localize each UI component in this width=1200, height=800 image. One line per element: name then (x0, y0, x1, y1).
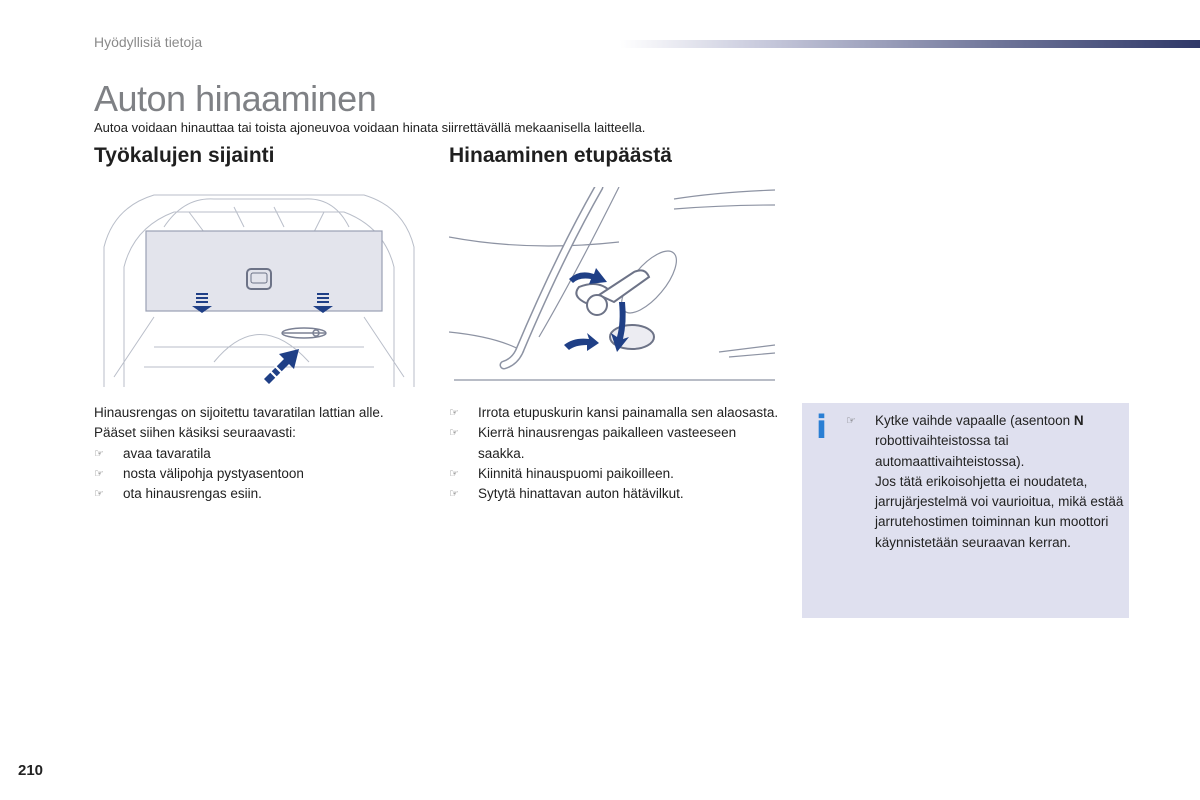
pointing-hand-icon: ☞ (449, 407, 459, 419)
intro-text: Autoa voidaan hinauttaa tai toista ajoneuvoa voidaan hinata siirrettävällä mekaanisella laitteella. (94, 120, 646, 135)
pointing-hand-icon: ☞ (846, 415, 856, 427)
tools-paragraph-1: Hinausrengas on sijoitettu tavaratilan lattian alle. (94, 405, 384, 420)
info-paragraph-1: Kytke vaihde vapaalle (asentoon N robottivaihteistossa tai automaattivaihteistossa). (875, 413, 1084, 469)
front-towing-text (449, 403, 779, 504)
page-title: Auton hinaaminen (94, 78, 377, 119)
info-note-text (846, 411, 1126, 553)
pointing-hand-icon: ☞ (449, 427, 459, 440)
info-note-box (802, 403, 1129, 618)
tools-location-heading: Työkalujen sijainti (94, 144, 275, 167)
section-label: Hyödyllisiä tietoja (94, 34, 203, 50)
list-item: ☞ Kierrä hinausrengas paikalleen vasteeseen saakka. (449, 425, 737, 461)
tools-steps-list (94, 444, 414, 505)
list-item: ☞ Irrota etupuskurin kansi painamalla sen alaosasta. (449, 403, 779, 423)
list-item: ☞ ota hinausrengas esiin. (94, 484, 414, 504)
list-item: ☞ nosta välipohja pystyasentoon (94, 464, 414, 484)
towing-steps-list (449, 403, 779, 504)
info-icon: i (816, 408, 827, 446)
neutral-gear-letter: N (1073, 413, 1084, 428)
tools-location-text (94, 403, 414, 504)
tools-paragraph-2: Pääset siihen käsiksi seuraavasti: (94, 425, 296, 441)
list-item: ☞ Sytytä hinattavan auton hätävilkut. (449, 484, 779, 504)
list-item: ☞ Kiinnitä hinauspuomi paikoilleen. (449, 464, 779, 484)
header-gradient-bar (620, 40, 1200, 48)
info-paragraph-2: Jos tätä erikoisohjetta ei noudateta, jarrujärjestelmä voi vaurioitua, mikä estää jarrutehostimen toiminnan kun moottori käynnistetään seuraavan kerran. (875, 473, 1124, 550)
page-number: 210 (18, 762, 44, 779)
pointing-hand-icon: ☞ (94, 488, 104, 501)
front-bumper-towing-eye-illustration (449, 187, 775, 389)
pointing-hand-icon: ☞ (94, 447, 104, 460)
front-towing-heading: Hinaaminen etupäästä (449, 144, 672, 167)
trunk-illustration (94, 187, 421, 389)
list-item: ☞ avaa tavaratila (94, 444, 414, 464)
pointing-hand-icon: ☞ (449, 488, 459, 501)
pointing-hand-icon: ☞ (94, 467, 104, 480)
pointing-hand-icon: ☞ (449, 467, 459, 480)
